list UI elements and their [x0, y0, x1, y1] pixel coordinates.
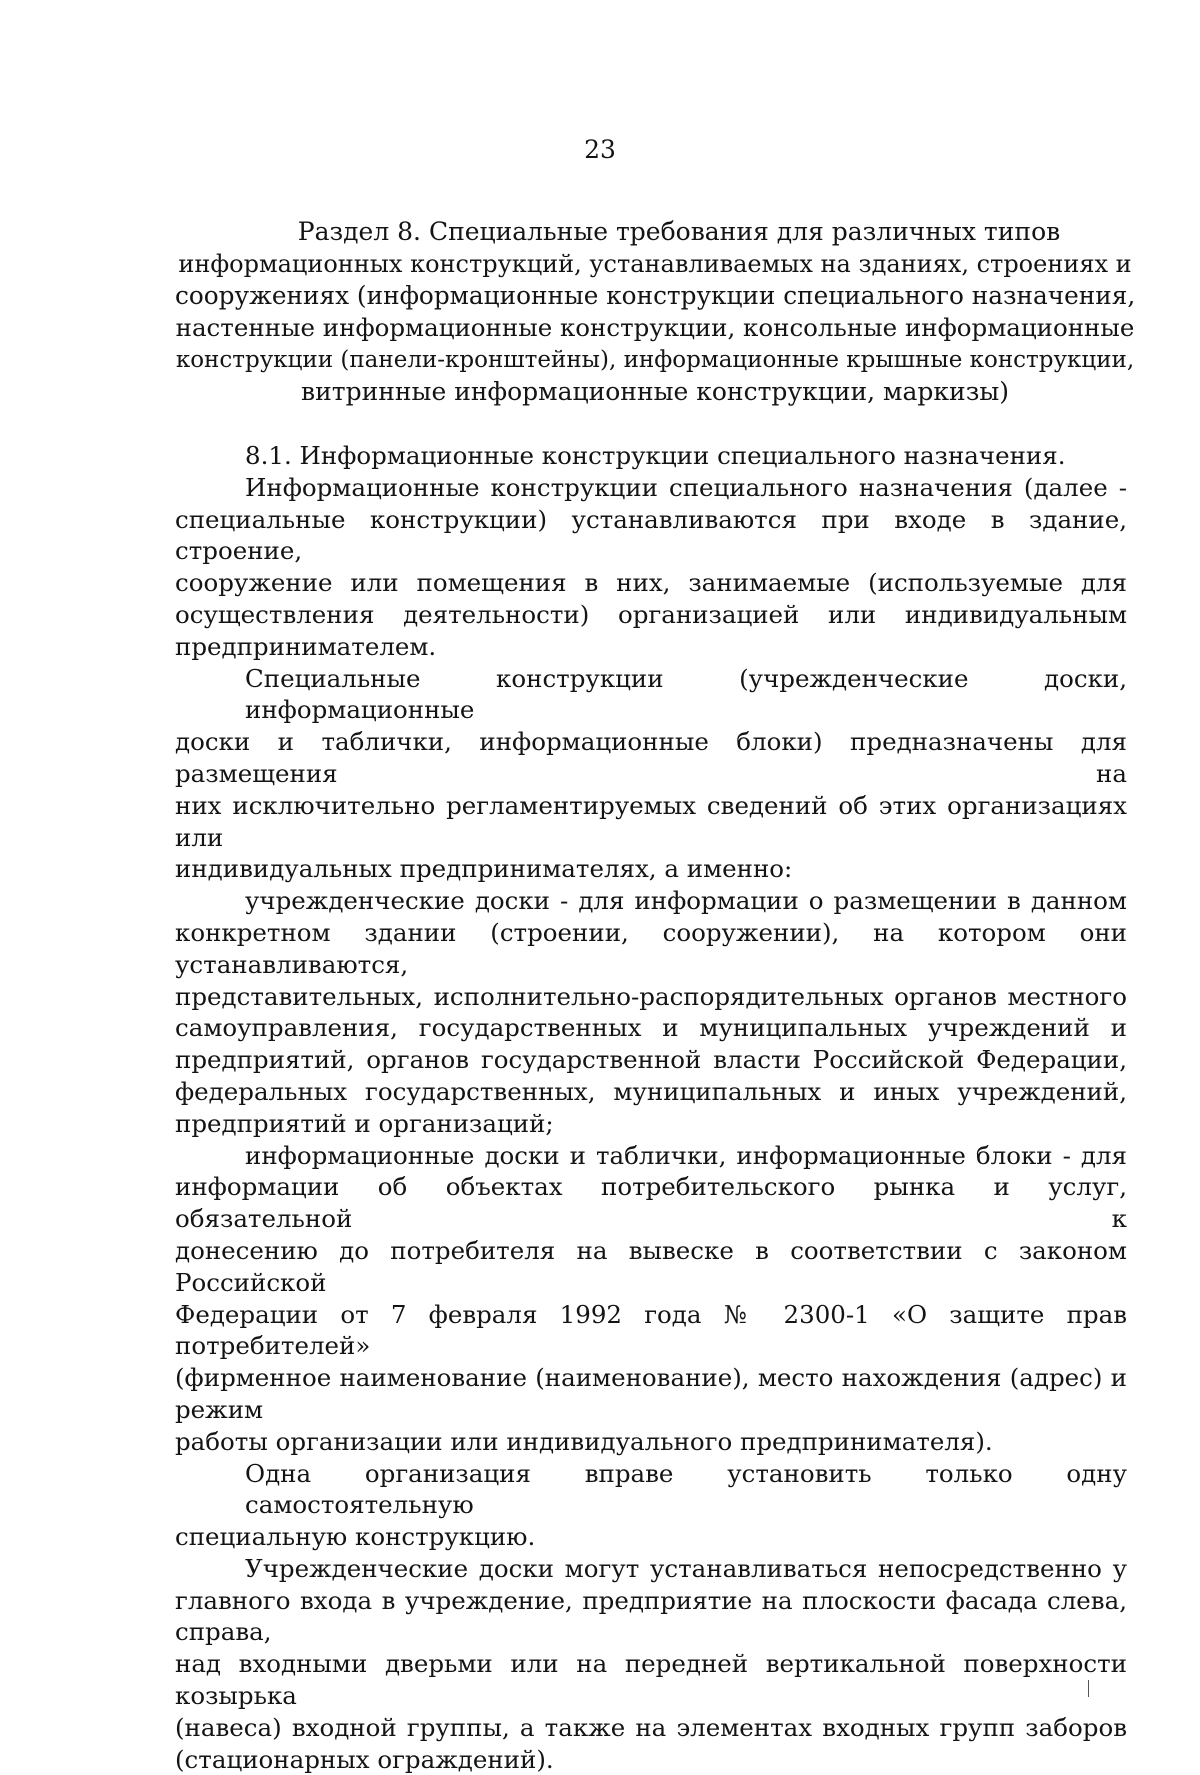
scan-mark: [1088, 1680, 1089, 1697]
text-line: конкретном здании (строении, сооружении), на котором они устанавливаются,: [175, 917, 1127, 979]
page-number: 23: [584, 135, 616, 164]
text-line: Федерации от 7 февраля 1992 года № 2300-1 «О защите прав потребителей»: [175, 1299, 1127, 1361]
text-line: индивидуальных предпринимателях, а именно:: [175, 854, 793, 884]
text-line: самоуправления, государственных и муниципальных учреждений и: [175, 1013, 1127, 1043]
text-line: (фирменное наименование (наименование), место нахождения (адрес) и режим: [175, 1363, 1127, 1424]
text-line: главного входа в учреждение, предприятие на плоскости фасада слева, справа,: [175, 1585, 1127, 1647]
text-line: работы организации или индивидуального предпринимателя).: [175, 1426, 993, 1456]
text-line: над входными дверьми или на передней вертикальной поверхности козырька: [175, 1649, 1127, 1711]
document-body: [175, 440, 1127, 1775]
heading-line: информационных конструкций, устанавливаемых на зданиях, строениях и: [178, 250, 1132, 278]
text-line: информации об объектах потребительского рынка и услуг, обязательной к: [175, 1172, 1127, 1234]
subsection-title: 8.1. Информационные конструкции специального назначения.: [245, 441, 1066, 470]
heading-line: настенные информационные конструкции, консольные информационные: [175, 313, 1135, 342]
text-line: предприятий и организаций;: [175, 1108, 554, 1138]
text-line: них исключительно регламентируемых сведений об этих организациях или: [175, 790, 1127, 852]
text-line: (стационарных ограждений).: [175, 1744, 554, 1774]
text-line: предприятий, органов государственной власти Российской Федерации,: [175, 1045, 1127, 1075]
heading-line: конструкции (панели-кронштейны), информационные крышные конструкции,: [175, 347, 1135, 373]
text-line: Учрежденческие доски могут устанавливаться непосредственно у: [245, 1553, 1127, 1583]
text-line: информационные доски и таблички, информационные блоки - для: [245, 1140, 1127, 1170]
text-line: учрежденческие доски - для информации о размещении в данном: [245, 886, 1127, 916]
text-line: сооружение или помещения в них, занимаемые (используемые для: [175, 568, 1127, 598]
heading-line: сооружениях (информационные конструкции специального назначения,: [175, 281, 1136, 310]
text-line: предпринимателем.: [175, 631, 437, 661]
text-line: специальные конструкции) устанавливаются при входе в здание, строение,: [175, 504, 1127, 566]
text-line: представительных, исполнительно-распорядительных органов местного: [175, 981, 1127, 1011]
heading-line: Раздел 8. Специальные требования для различных типов: [297, 217, 1061, 246]
text-line: донесению до потребителя на вывеске в соответствии с законом Российской: [175, 1235, 1127, 1297]
heading-line: витринные информационные конструкции, маркизы): [301, 377, 1009, 406]
text-line: доски и таблички, информационные блоки) предназначены для размещения на: [175, 727, 1127, 788]
text-line: осуществления деятельности) организацией или индивидуальным: [175, 599, 1127, 629]
text-line: Специальные конструкции (учрежденческие доски, информационные: [245, 663, 1127, 725]
section-heading: [175, 216, 1135, 408]
text-line: (навеса) входной группы, а также на элементах входных групп заборов: [175, 1712, 1127, 1742]
text-line: федеральных государственных, муниципальных и иных учреждений,: [175, 1076, 1127, 1106]
text-line: Одна организация вправе установить только одну самостоятельную: [245, 1458, 1127, 1520]
text-line: специальную конструкцию.: [175, 1522, 536, 1552]
text-line: Информационные конструкции специального назначения (далее -: [245, 472, 1127, 502]
